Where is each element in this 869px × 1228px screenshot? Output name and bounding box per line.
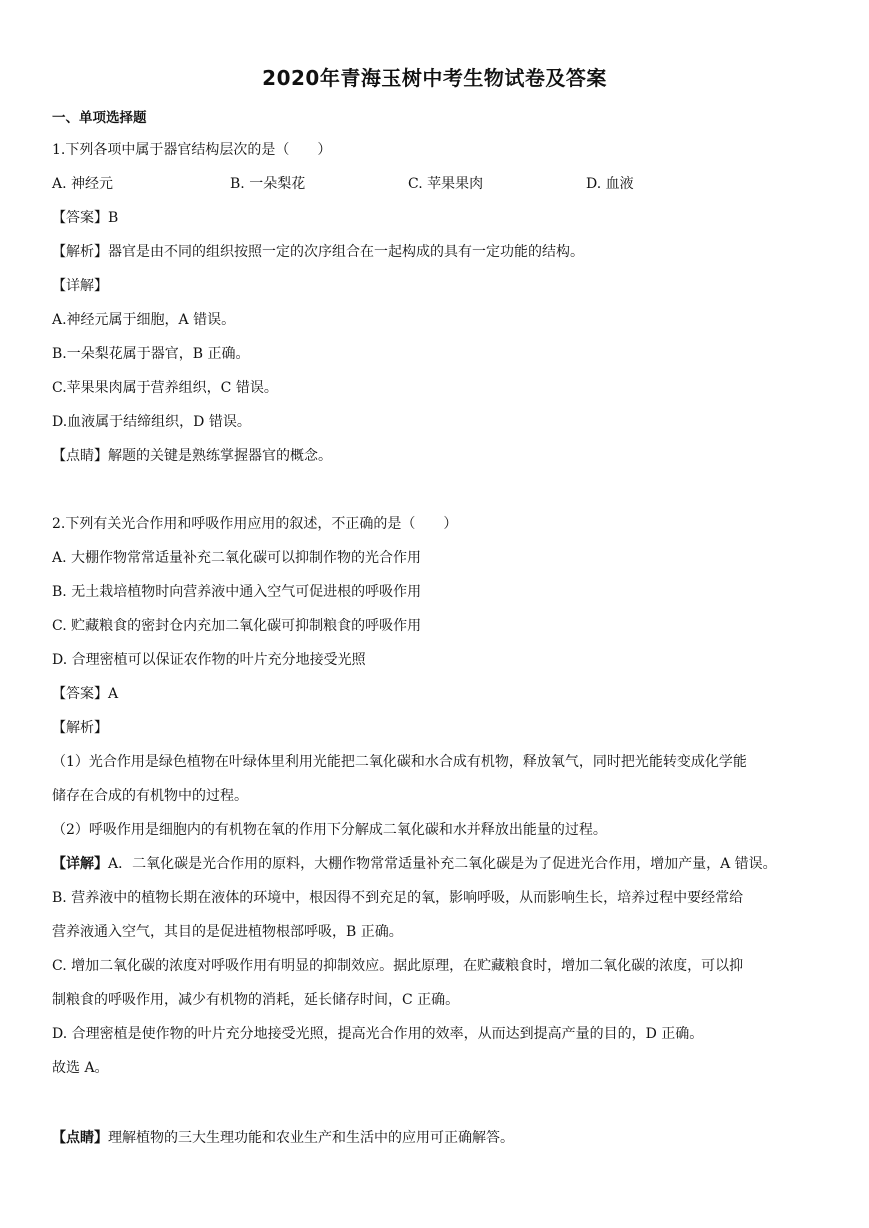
q1-stem: 1.下列各项中属于器官结构层次的是（ ）	[52, 142, 332, 158]
q1-comment	[52, 447, 332, 465]
q1-detail-d: D.血液属于结缔组织，D 错误。	[52, 414, 251, 430]
q1-detail-a: A.神经元属于细胞，A 错误。	[52, 312, 236, 328]
q2-detail-line-4: 制粮食的呼吸作用，减少有机物的消耗，延长储存时间，C 正确。	[52, 992, 460, 1008]
q2-comment	[52, 1129, 514, 1147]
q1-analysis	[52, 243, 584, 261]
q2-answer: 【答案】A	[52, 686, 119, 702]
q2-detail-first-text: A．二氧化碳是光合作用的原料，大棚作物常常适量补充二氧化碳是为了促进光合作用，增加产量，A 错误。	[108, 856, 777, 872]
q2-option-d: D. 合理密植可以保证农作物的叶片充分地接受光照	[52, 652, 366, 668]
q1-option-d: D. 血液	[586, 176, 634, 192]
q2-comment-tag: 【点睛】	[52, 1130, 108, 1146]
q1-analysis-tag: 【解析】	[52, 244, 108, 260]
q1-detail-c: C.苹果果肉属于营养组织，C 错误。	[52, 380, 278, 396]
q2-detail-first	[52, 855, 777, 873]
q2-analysis-line-2: 储存在合成的有机物中的过程。	[52, 788, 248, 804]
q1-option-c: C. 苹果果肉	[408, 176, 484, 192]
q2-option-a: A. 大棚作物常常适量补充二氧化碳可以抑制作物的光合作用	[52, 550, 422, 566]
q1-analysis-text: 器官是由不同的组织按照一定的次序组合在一起构成的具有一定功能的结构。	[108, 244, 584, 260]
section-heading: 一、单项选择题	[52, 110, 147, 126]
document-title: 2020年青海玉树中考生物试卷及答案	[262, 66, 607, 90]
q2-detail-line-2: 营养液通入空气，其目的是促进植物根部呼吸，B 正确。	[52, 924, 403, 940]
q1-answer: 【答案】B	[52, 210, 119, 226]
q2-option-b: B. 无土栽培植物时向营养液中通入空气可促进根的呼吸作用	[52, 584, 422, 600]
q2-option-c: C. 贮藏粮食的密封仓内充加二氧化碳可抑制粮食的呼吸作用	[52, 618, 422, 634]
q2-stem: 2.下列有关光合作用和呼吸作用应用的叙述，不正确的是（ ）	[52, 516, 458, 532]
q2-analysis-tag: 【解析】	[52, 720, 108, 736]
q1-comment-text: 解题的关键是熟练掌握器官的概念。	[108, 448, 332, 464]
q1-option-a: A. 神经元	[52, 176, 114, 192]
q1-detail-b: B.一朵梨花属于器官，B 正确。	[52, 346, 250, 362]
q1-comment-tag: 【点睛】	[52, 448, 108, 464]
q2-detail-line-1: B. 营养液中的植物长期在液体的环境中，根因得不到充足的氧，影响呼吸，从而影响生长，培养过程中要经常给	[52, 890, 744, 906]
q2-conclusion: 故选 A。	[52, 1060, 109, 1076]
q2-comment-text: 理解植物的三大生理功能和农业生产和生活中的应用可正确解答。	[108, 1130, 514, 1146]
q2-analysis-line-3: （2）呼吸作用是细胞内的有机物在氧的作用下分解成二氧化碳和水并释放出能量的过程。	[52, 822, 607, 838]
q1-detail-tag: 【详解】	[52, 278, 108, 294]
q2-detail-tag: 【详解】	[52, 856, 108, 872]
q1-option-b: B. 一朵梨花	[230, 176, 306, 192]
q2-analysis-line-1: （1）光合作用是绿色植物在叶绿体里利用光能把二氧化碳和水合成有机物，释放氧气，同时把光能转变成化学能	[52, 754, 747, 770]
q2-detail-line-5: D. 合理密植是使作物的叶片充分地接受光照，提高光合作用的效率，从而达到提高产量的目的，D 正确。	[52, 1026, 704, 1042]
q2-detail-line-3: C. 增加二氧化碳的浓度对呼吸作用有明显的抑制效应。据此原理，在贮藏粮食时，增加二氧化碳的浓度，可以抑	[52, 958, 744, 974]
